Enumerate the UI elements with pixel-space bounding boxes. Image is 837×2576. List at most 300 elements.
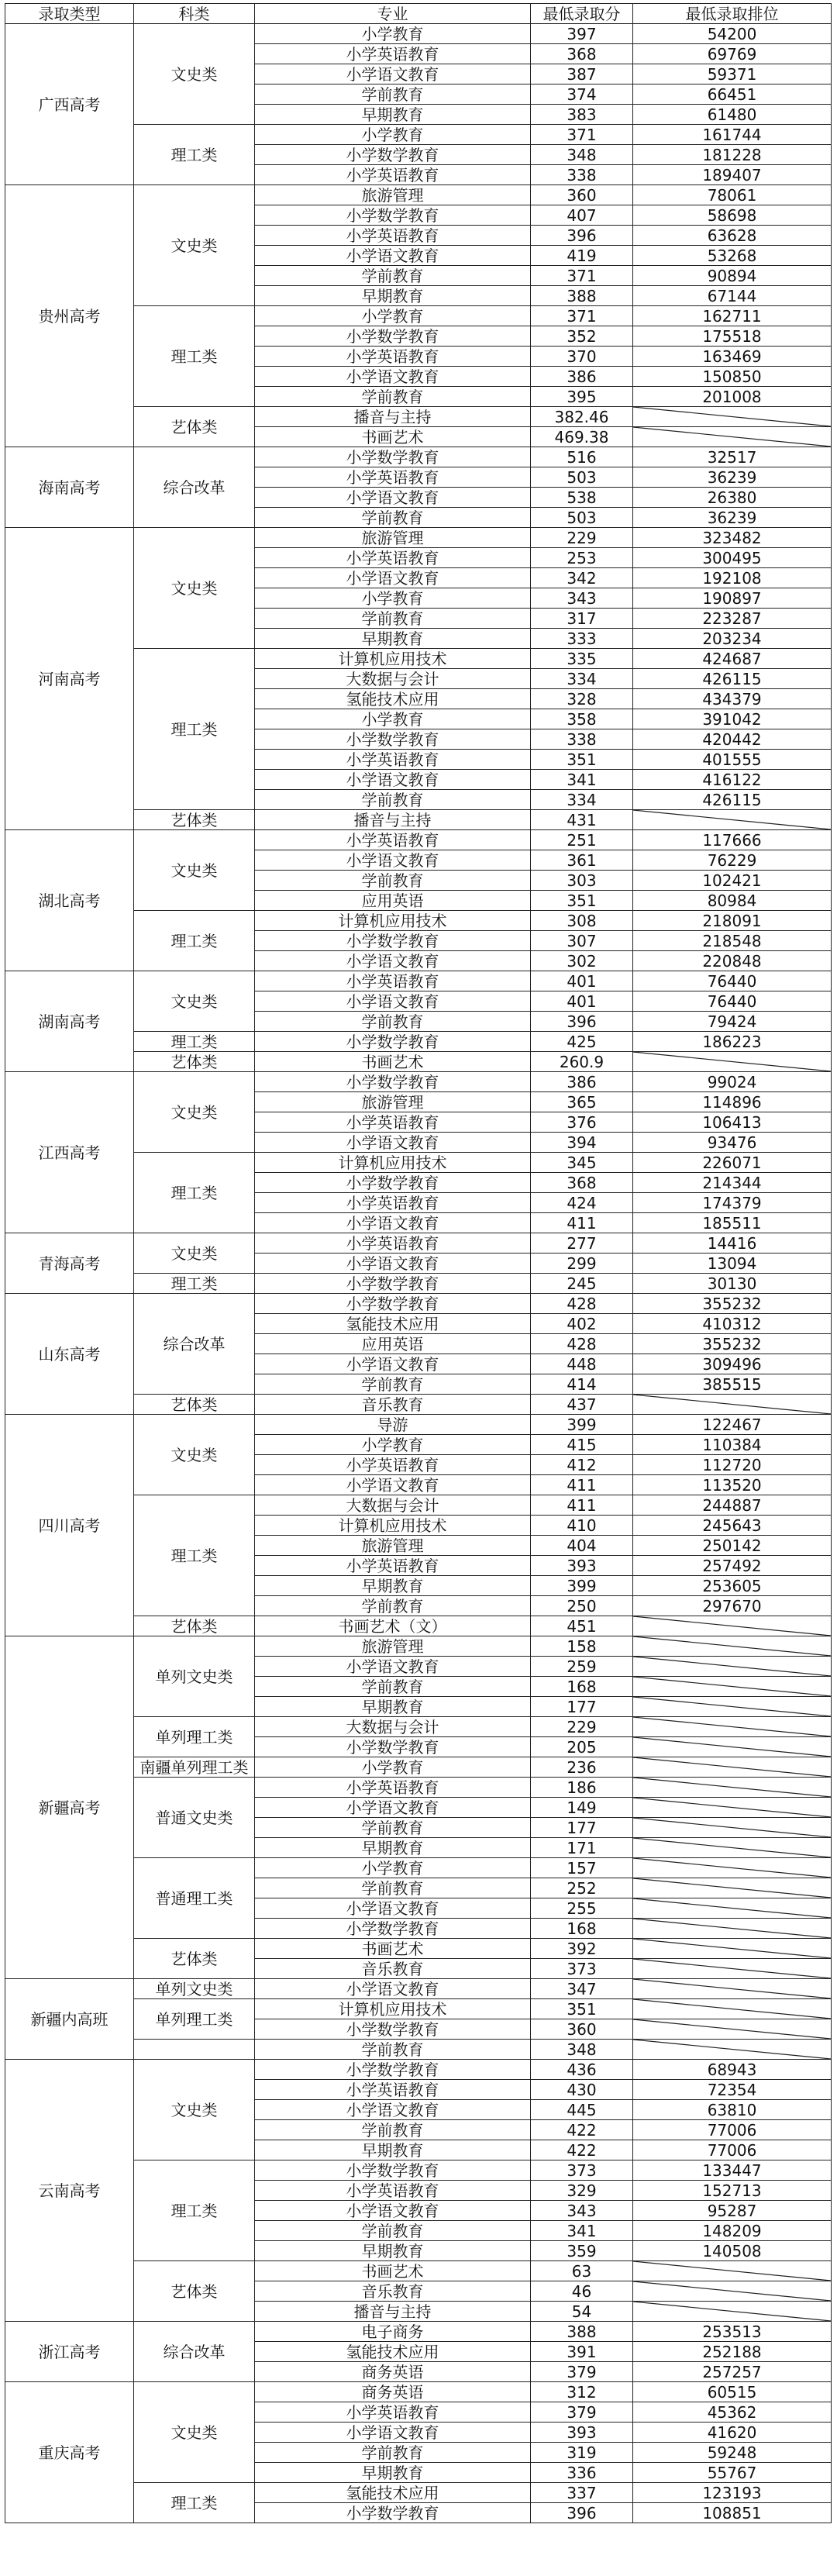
min-rank-cell: 45362	[633, 2402, 832, 2423]
subject-category-cell: 普通文史类	[134, 1778, 255, 1858]
min-rank-cell: 323482	[633, 528, 832, 548]
min-score-cell: 469.38	[531, 427, 633, 447]
min-score-cell: 451	[531, 1616, 633, 1636]
min-rank-cell: 60515	[633, 2382, 832, 2402]
empty-rank-strike-icon	[633, 1919, 831, 1938]
major-cell: 学前教育	[255, 1012, 531, 1032]
major-cell: 小学英语教育	[255, 1455, 531, 1475]
min-rank-cell: 61480	[633, 105, 832, 125]
major-cell: 小学英语教育	[255, 44, 531, 64]
min-score-cell: 333	[531, 629, 633, 649]
min-rank-cell: 77006	[633, 2140, 832, 2160]
min-score-cell: 407	[531, 205, 633, 226]
major-cell: 小学数学教育	[255, 1294, 531, 1314]
min-score-cell: 396	[531, 1012, 633, 1032]
min-rank-cell: 150850	[633, 367, 832, 387]
admission-type-cell: 湖北高考	[5, 830, 134, 971]
min-rank-cell	[633, 1697, 832, 1717]
min-rank-cell: 190897	[633, 588, 832, 609]
major-cell: 小学英语教育	[255, 1778, 531, 1798]
major-cell: 旅游管理	[255, 185, 531, 205]
empty-rank-strike-icon	[633, 1697, 831, 1716]
min-rank-cell: 68943	[633, 2060, 832, 2080]
min-rank-cell: 391042	[633, 709, 832, 729]
min-score-cell: 430	[531, 2080, 633, 2100]
major-cell: 音乐教育	[255, 1959, 531, 1979]
min-score-cell: 328	[531, 689, 633, 709]
major-cell: 早期教育	[255, 2463, 531, 2483]
major-cell: 小学语文教育	[255, 246, 531, 266]
min-score-cell: 348	[531, 2040, 633, 2060]
subject-category-cell: 理工类	[134, 649, 255, 810]
min-rank-cell: 113520	[633, 1475, 832, 1495]
admission-score-table	[5, 3, 832, 2523]
min-rank-cell	[633, 1677, 832, 1697]
min-rank-cell	[633, 427, 832, 447]
major-cell: 书画艺术	[255, 1052, 531, 1072]
major-cell: 小学语文教育	[255, 1133, 531, 1153]
subject-category-cell: 文史类	[134, 528, 255, 649]
major-cell: 小学语文教育	[255, 2201, 531, 2221]
min-score-cell: 394	[531, 1133, 633, 1153]
major-cell: 音乐教育	[255, 1395, 531, 1415]
min-score-cell: 397	[531, 24, 633, 44]
min-score-cell: 251	[531, 830, 633, 850]
subject-category-cell: 艺体类	[134, 1616, 255, 1636]
min-rank-cell	[633, 1737, 832, 1757]
admission-type-cell: 四川高考	[5, 1415, 134, 1636]
min-score-cell: 347	[531, 1979, 633, 1999]
min-score-cell: 399	[531, 1415, 633, 1435]
min-score-cell: 368	[531, 44, 633, 64]
major-cell: 播音与主持	[255, 407, 531, 427]
min-rank-cell: 108851	[633, 2503, 832, 2523]
min-rank-cell: 76229	[633, 850, 832, 871]
major-cell: 小学语文教育	[255, 1213, 531, 1233]
major-cell: 播音与主持	[255, 810, 531, 830]
subject-category-cell: 理工类	[134, 1274, 255, 1294]
table-row	[5, 2382, 832, 2402]
min-score-cell: 437	[531, 1395, 633, 1415]
min-rank-cell: 66451	[633, 84, 832, 105]
min-rank-cell: 36239	[633, 508, 832, 528]
min-score-cell: 428	[531, 1334, 633, 1354]
min-rank-cell: 112720	[633, 1455, 832, 1475]
empty-rank-strike-icon	[633, 1878, 831, 1898]
min-rank-cell: 434379	[633, 689, 832, 709]
admission-type-cell: 新疆高考	[5, 1636, 134, 1979]
major-cell: 小学数学教育	[255, 2019, 531, 2040]
major-cell: 氢能技术应用	[255, 2342, 531, 2362]
min-score-cell: 386	[531, 1072, 633, 1092]
major-cell: 小学语文教育	[255, 1254, 531, 1274]
major-cell: 小学数学教育	[255, 1072, 531, 1092]
min-score-cell: 393	[531, 2423, 633, 2443]
header-min-rank: 最低录取排位	[633, 4, 832, 24]
table-row	[5, 1979, 832, 1999]
min-score-cell: 245	[531, 1274, 633, 1294]
major-cell: 小学语文教育	[255, 488, 531, 508]
admission-type-cell: 贵州高考	[5, 185, 134, 447]
min-rank-cell	[633, 1778, 832, 1798]
min-score-cell: 516	[531, 447, 633, 467]
min-score-cell: 382.46	[531, 407, 633, 427]
major-cell: 学前教育	[255, 2221, 531, 2241]
subject-category-cell: 艺体类	[134, 1395, 255, 1415]
major-cell: 书画艺术	[255, 1939, 531, 1959]
table-row	[5, 1072, 832, 1092]
min-rank-cell: 226071	[633, 1153, 832, 1173]
empty-rank-strike-icon	[633, 1778, 831, 1797]
major-cell: 播音与主持	[255, 2302, 531, 2322]
min-rank-cell: 26380	[633, 488, 832, 508]
min-score-cell: 428	[531, 1294, 633, 1314]
min-rank-cell: 189407	[633, 165, 832, 185]
min-score-cell: 341	[531, 770, 633, 790]
min-score-cell: 371	[531, 125, 633, 145]
min-score-cell: 336	[531, 2463, 633, 2483]
subject-category-cell: 单列理工类	[134, 1999, 255, 2040]
major-cell: 小学语文教育	[255, 951, 531, 971]
min-rank-cell: 245643	[633, 1516, 832, 1536]
min-rank-cell: 77006	[633, 2120, 832, 2140]
subject-category-cell: 艺体类	[134, 1939, 255, 1979]
major-cell: 小学语文教育	[255, 64, 531, 84]
min-rank-cell: 252188	[633, 2342, 832, 2362]
major-cell: 书画艺术	[255, 427, 531, 447]
min-rank-cell: 355232	[633, 1294, 832, 1314]
header-min-score: 最低录取分	[531, 4, 633, 24]
min-rank-cell: 148209	[633, 2221, 832, 2241]
min-rank-cell: 253513	[633, 2322, 832, 2342]
major-cell: 早期教育	[255, 105, 531, 125]
major-cell: 小学英语教育	[255, 548, 531, 568]
min-rank-cell: 257257	[633, 2362, 832, 2382]
empty-rank-strike-icon	[633, 1898, 831, 1918]
min-rank-cell: 76440	[633, 971, 832, 991]
min-score-cell: 308	[531, 911, 633, 931]
min-rank-cell: 161744	[633, 125, 832, 145]
major-cell: 小学数学教育	[255, 447, 531, 467]
major-cell: 旅游管理	[255, 1092, 531, 1112]
major-cell: 大数据与会计	[255, 1717, 531, 1737]
min-rank-cell: 223287	[633, 609, 832, 629]
major-cell: 小学数学教育	[255, 1274, 531, 1294]
min-score-cell: 383	[531, 105, 633, 125]
min-score-cell: 365	[531, 1092, 633, 1112]
min-rank-cell: 69769	[633, 44, 832, 64]
min-rank-cell	[633, 810, 832, 830]
header-subject-category: 科类	[134, 4, 255, 24]
admission-type-cell: 青海高考	[5, 1233, 134, 1294]
min-score-cell: 343	[531, 588, 633, 609]
min-score-cell: 373	[531, 1959, 633, 1979]
min-score-cell: 302	[531, 951, 633, 971]
min-score-cell: 379	[531, 2402, 633, 2423]
major-cell: 应用英语	[255, 1334, 531, 1354]
min-score-cell: 410	[531, 1516, 633, 1536]
admission-type-cell: 河南高考	[5, 528, 134, 830]
subject-category-cell: 艺体类	[134, 407, 255, 447]
min-score-cell: 360	[531, 185, 633, 205]
empty-rank-strike-icon	[633, 1757, 831, 1777]
min-score-cell: 348	[531, 145, 633, 165]
major-cell: 小学英语教育	[255, 1556, 531, 1576]
major-cell: 学前教育	[255, 1374, 531, 1395]
min-score-cell: 171	[531, 1838, 633, 1858]
min-score-cell: 445	[531, 2100, 633, 2120]
major-cell: 小学数学教育	[255, 931, 531, 951]
subject-category-cell: 理工类	[134, 306, 255, 407]
header-admission-type: 录取类型	[5, 4, 134, 24]
major-cell: 小学数学教育	[255, 1032, 531, 1052]
min-score-cell: 343	[531, 2201, 633, 2221]
min-score-cell: 503	[531, 467, 633, 488]
min-rank-cell: 63628	[633, 226, 832, 246]
major-cell: 小学英语教育	[255, 165, 531, 185]
min-rank-cell: 133447	[633, 2160, 832, 2181]
major-cell: 学前教育	[255, 387, 531, 407]
min-rank-cell	[633, 1657, 832, 1677]
min-rank-cell: 420442	[633, 729, 832, 750]
major-cell: 小学英语教育	[255, 830, 531, 850]
empty-rank-strike-icon	[633, 2040, 831, 2059]
major-cell: 学前教育	[255, 266, 531, 286]
min-rank-cell: 53268	[633, 246, 832, 266]
major-cell: 小学英语教育	[255, 347, 531, 367]
min-rank-cell: 203234	[633, 629, 832, 649]
major-cell: 小学语文教育	[255, 1979, 531, 1999]
admission-type-cell: 广西高考	[5, 24, 134, 185]
min-rank-cell: 385515	[633, 1374, 832, 1395]
major-cell: 学前教育	[255, 1818, 531, 1838]
min-rank-cell: 175518	[633, 326, 832, 347]
subject-category-cell: 文史类	[134, 1415, 255, 1495]
min-rank-cell	[633, 1757, 832, 1778]
major-cell: 早期教育	[255, 1838, 531, 1858]
min-score-cell: 168	[531, 1919, 633, 1939]
min-rank-cell: 13094	[633, 1254, 832, 1274]
major-cell: 小学教育	[255, 24, 531, 44]
min-rank-cell: 163469	[633, 347, 832, 367]
empty-rank-strike-icon	[633, 407, 831, 426]
min-score-cell: 448	[531, 1354, 633, 1374]
admission-type-cell: 山东高考	[5, 1294, 134, 1415]
min-rank-cell: 218091	[633, 911, 832, 931]
min-rank-cell	[633, 1919, 832, 1939]
min-rank-cell: 79424	[633, 1012, 832, 1032]
major-cell: 小学语文教育	[255, 1657, 531, 1677]
subject-category-cell: 单列理工类	[134, 1717, 255, 1757]
min-score-cell: 388	[531, 286, 633, 306]
header-row	[5, 4, 832, 24]
min-score-cell: 186	[531, 1778, 633, 1798]
min-rank-cell: 253605	[633, 1576, 832, 1596]
table-row	[5, 528, 832, 548]
subject-category-cell: 文史类	[134, 2382, 255, 2483]
major-cell: 小学数学教育	[255, 2160, 531, 2181]
min-score-cell: 368	[531, 1173, 633, 1193]
table-row	[5, 2322, 832, 2342]
empty-rank-strike-icon	[633, 1657, 831, 1676]
min-score-cell: 359	[531, 2241, 633, 2261]
major-cell: 学前教育	[255, 2040, 531, 2060]
major-cell: 早期教育	[255, 2140, 531, 2160]
major-cell: 计算机应用技术	[255, 649, 531, 669]
min-score-cell: 260.9	[531, 1052, 633, 1072]
major-cell: 小学语文教育	[255, 2100, 531, 2120]
min-score-cell: 404	[531, 1536, 633, 1556]
min-rank-cell: 95287	[633, 2201, 832, 2221]
min-rank-cell: 102421	[633, 871, 832, 891]
major-cell: 小学英语教育	[255, 467, 531, 488]
min-rank-cell: 72354	[633, 2080, 832, 2100]
min-score-cell: 388	[531, 2322, 633, 2342]
major-cell: 小学数学教育	[255, 145, 531, 165]
empty-rank-strike-icon	[633, 810, 831, 829]
min-rank-cell: 300495	[633, 548, 832, 568]
min-rank-cell: 80984	[633, 891, 832, 911]
min-score-cell: 436	[531, 2060, 633, 2080]
subject-category-cell: 单列文史类	[134, 1636, 255, 1717]
min-rank-cell	[633, 1999, 832, 2019]
min-score-cell: 253	[531, 548, 633, 568]
major-cell: 早期教育	[255, 286, 531, 306]
subject-category-cell: 艺体类	[134, 810, 255, 830]
min-rank-cell: 114896	[633, 1092, 832, 1112]
min-score-cell: 538	[531, 488, 633, 508]
major-cell: 小学语文教育	[255, 1354, 531, 1374]
major-cell: 小学语文教育	[255, 1475, 531, 1495]
min-rank-cell: 162711	[633, 306, 832, 326]
major-cell: 学前教育	[255, 871, 531, 891]
major-cell: 小学语文教育	[255, 568, 531, 588]
major-cell: 学前教育	[255, 84, 531, 105]
major-cell: 小学数学教育	[255, 729, 531, 750]
empty-rank-strike-icon	[633, 1636, 831, 1656]
min-score-cell: 317	[531, 609, 633, 629]
min-score-cell: 360	[531, 2019, 633, 2040]
min-rank-cell: 410312	[633, 1314, 832, 1334]
subject-category-cell: 文史类	[134, 24, 255, 125]
min-rank-cell: 201008	[633, 387, 832, 407]
major-cell: 氢能技术应用	[255, 1314, 531, 1334]
major-cell: 学前教育	[255, 1878, 531, 1898]
min-score-cell: 46	[531, 2281, 633, 2302]
min-score-cell: 351	[531, 750, 633, 770]
min-rank-cell: 174379	[633, 1193, 832, 1213]
min-score-cell: 236	[531, 1757, 633, 1778]
major-cell: 小学教育	[255, 306, 531, 326]
major-cell: 学前教育	[255, 1596, 531, 1616]
major-cell: 商务英语	[255, 2382, 531, 2402]
min-rank-cell: 426115	[633, 669, 832, 689]
min-rank-cell	[633, 2019, 832, 2040]
admission-type-cell: 江西高考	[5, 1072, 134, 1233]
empty-rank-strike-icon	[633, 1395, 831, 1414]
min-score-cell: 229	[531, 528, 633, 548]
min-rank-cell	[633, 1939, 832, 1959]
empty-rank-strike-icon	[633, 1052, 831, 1071]
major-cell: 小学语文教育	[255, 991, 531, 1012]
min-rank-cell	[633, 1636, 832, 1657]
major-cell: 旅游管理	[255, 528, 531, 548]
min-score-cell: 373	[531, 2160, 633, 2181]
table-row	[5, 1233, 832, 1254]
subject-category-cell: 理工类	[134, 1032, 255, 1052]
major-cell: 小学数学教育	[255, 2503, 531, 2523]
min-score-cell: 54	[531, 2302, 633, 2322]
major-cell: 小学英语教育	[255, 2402, 531, 2423]
empty-rank-strike-icon	[633, 1838, 831, 1857]
min-score-cell: 277	[531, 1233, 633, 1254]
min-score-cell: 342	[531, 568, 633, 588]
min-score-cell: 259	[531, 1657, 633, 1677]
major-cell: 氢能技术应用	[255, 689, 531, 709]
major-cell: 计算机应用技术	[255, 911, 531, 931]
min-rank-cell: 58698	[633, 205, 832, 226]
min-score-cell: 63	[531, 2261, 633, 2281]
subject-category-cell: 南疆单列理工类	[134, 1757, 255, 1778]
empty-rank-strike-icon	[633, 1999, 831, 2019]
table-row	[5, 830, 832, 850]
major-cell: 小学语文教育	[255, 850, 531, 871]
min-score-cell: 303	[531, 871, 633, 891]
min-score-cell: 392	[531, 1939, 633, 1959]
empty-rank-strike-icon	[633, 1616, 831, 1636]
admission-type-cell: 湖南高考	[5, 971, 134, 1072]
empty-rank-strike-icon	[633, 2302, 831, 2321]
min-rank-cell: 220848	[633, 951, 832, 971]
min-score-cell: 345	[531, 1153, 633, 1173]
min-score-cell: 396	[531, 226, 633, 246]
major-cell: 旅游管理	[255, 1536, 531, 1556]
min-score-cell: 412	[531, 1455, 633, 1475]
major-cell: 小学教育	[255, 1435, 531, 1455]
min-score-cell: 307	[531, 931, 633, 951]
min-rank-cell: 426115	[633, 790, 832, 810]
min-score-cell: 370	[531, 347, 633, 367]
min-rank-cell: 181228	[633, 145, 832, 165]
min-score-cell: 177	[531, 1818, 633, 1838]
min-score-cell: 376	[531, 1112, 633, 1133]
subject-category-cell: 文史类	[134, 2060, 255, 2160]
table-row	[5, 447, 832, 467]
major-cell: 小学英语教育	[255, 750, 531, 770]
major-cell: 导游	[255, 1415, 531, 1435]
min-score-cell: 341	[531, 2221, 633, 2241]
min-rank-cell: 140508	[633, 2241, 832, 2261]
min-score-cell: 157	[531, 1858, 633, 1878]
admission-type-cell: 海南高考	[5, 447, 134, 528]
major-cell: 早期教育	[255, 1576, 531, 1596]
min-rank-cell: 30130	[633, 1274, 832, 1294]
min-score-cell: 371	[531, 306, 633, 326]
empty-rank-strike-icon	[633, 1798, 831, 1817]
major-cell: 学前教育	[255, 2120, 531, 2140]
major-cell: 小学语文教育	[255, 1898, 531, 1919]
major-cell: 小学英语教育	[255, 1193, 531, 1213]
min-rank-cell: 218548	[633, 931, 832, 951]
major-cell: 电子商务	[255, 2322, 531, 2342]
min-score-cell: 411	[531, 1495, 633, 1516]
major-cell: 学前教育	[255, 609, 531, 629]
major-cell: 小学语文教育	[255, 2423, 531, 2443]
min-rank-cell: 110384	[633, 1435, 832, 1455]
header-major: 专业	[255, 4, 531, 24]
subject-category-cell: 理工类	[134, 125, 255, 185]
subject-category-cell: 文史类	[134, 971, 255, 1032]
